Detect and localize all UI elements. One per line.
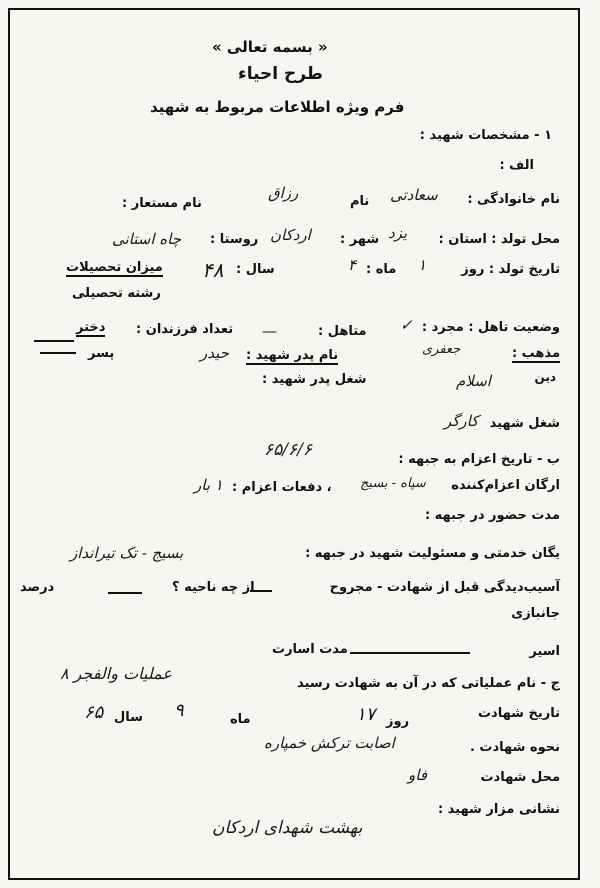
manner-label: نحوه شهادت . [469,740,560,755]
martyr-year: ۶۵ [84,702,104,723]
martyr-month-label: ماه [230,712,251,727]
sect-label: مذهب : [511,346,560,361]
martyr-date-label: تاریخ شهادت [477,706,560,721]
injury-area-blank [108,592,142,594]
birth-month: ۴ [348,256,357,274]
daughter-blank [34,340,74,342]
injury-area-label: از چه ناحیه ؟ [172,580,255,595]
martyr-year-label: سال [114,710,143,725]
alias-label: نام مستعار : [122,196,202,211]
birth-year-label: سال : [236,262,275,277]
married-value: — [262,322,277,340]
section1-heading: ۱ - مشخصات شهید : [419,128,552,143]
daughter-label: دختر [76,320,106,335]
birth-month-label: ماه : [366,262,397,277]
children-label: تعداد فرزندان : [136,322,234,337]
single-mark: ✓ [400,316,413,334]
married-label: متاهل : [318,324,367,339]
captive-label: اسیر [529,644,560,659]
grave-label: نشانی مزار شهید : [437,802,560,817]
form-subtitle: فرم ویژه اطلاعات مربوط به شهید [150,98,405,116]
martyr-month: ۹ [174,700,184,721]
dispatch-label: ب - تاریخ اعزام به جبهه : [398,452,560,467]
birthplace-label: محل تولد : استان : [438,232,560,247]
captive-duration-label: مدت اسارت [272,642,348,657]
unit-label: ارگان اعزام‌کننده [451,478,560,493]
edu-field-label: رشته تحصیلی [72,286,161,301]
son-label: پسر [88,346,115,361]
religion-label: دین [534,370,556,384]
times-value: ۱ بار [194,476,223,494]
part-a-label: الف : [499,158,534,173]
job-value: کارگر [444,412,479,430]
unit-value: سپاه - بسیج [360,476,426,491]
son-blank [40,352,76,354]
martyr-day-label: روز [386,714,410,729]
form-title: طرح احیاء [238,64,323,84]
percent-label: درصد [20,580,55,595]
village-value: چاه استانی [112,230,181,248]
dispatch-value: ۶۵/۶/۶ [264,440,312,460]
martyr-day: ۱۷ [356,704,376,725]
birth-day: ۱ [418,256,427,274]
birth-year: ۴۸ [202,258,224,282]
place-label: محل شهادت [480,770,560,785]
father-name-label: نام پدر شهید : [246,348,339,363]
city-value: اردکان [270,226,311,244]
grave-value: بهشت شهدای اردکان [212,818,363,838]
city-label: شهر : [340,232,380,247]
injury-label: آسیب‌دیدگی قبل از شهادت - مجروح [329,580,560,595]
edu-level-label: میزان تحصیلات [66,260,163,275]
place-value: فاو [408,766,427,784]
operation-value: عملیات والفجر ۸ [60,664,172,683]
operation-label: ج - نام عملیاتی که در آن به شهادت رسید [297,676,560,691]
veteran-label: جانبازی [511,606,560,621]
family-label: نام خانوادگی : [467,192,560,207]
birth-label: تاریخ تولد : روز [461,262,560,277]
name-label: نام [350,194,370,209]
sect-value: جعفری [422,342,461,357]
family-value: سعادتی [390,186,438,204]
duration-label: مدت حضور در جبهه : [424,508,560,523]
religion-value: اسلام [456,372,491,390]
bismillah: « بسمه تعالی » [212,38,328,56]
marital-label: وضعیت تاهل : مجرد : [421,320,560,335]
captive-blank [350,652,470,654]
role-label: یگان خدمتی و مسئولیت شهید در جبهه : [305,546,560,561]
job-label: شغل شهید [489,416,560,431]
father-name-value: حیدر [200,344,229,362]
village-label: روستا : [210,232,259,247]
father-job-label: شغل پدر شهید : [262,372,367,387]
manner-value: اصابت ترکش خمپاره [264,734,395,752]
times-label: ، دفعات اعزام : [232,480,332,495]
province-value: یزد [388,224,408,242]
role-value: بسیج - تک تیرانداز [70,544,184,562]
name-value: رزاق [268,184,299,202]
